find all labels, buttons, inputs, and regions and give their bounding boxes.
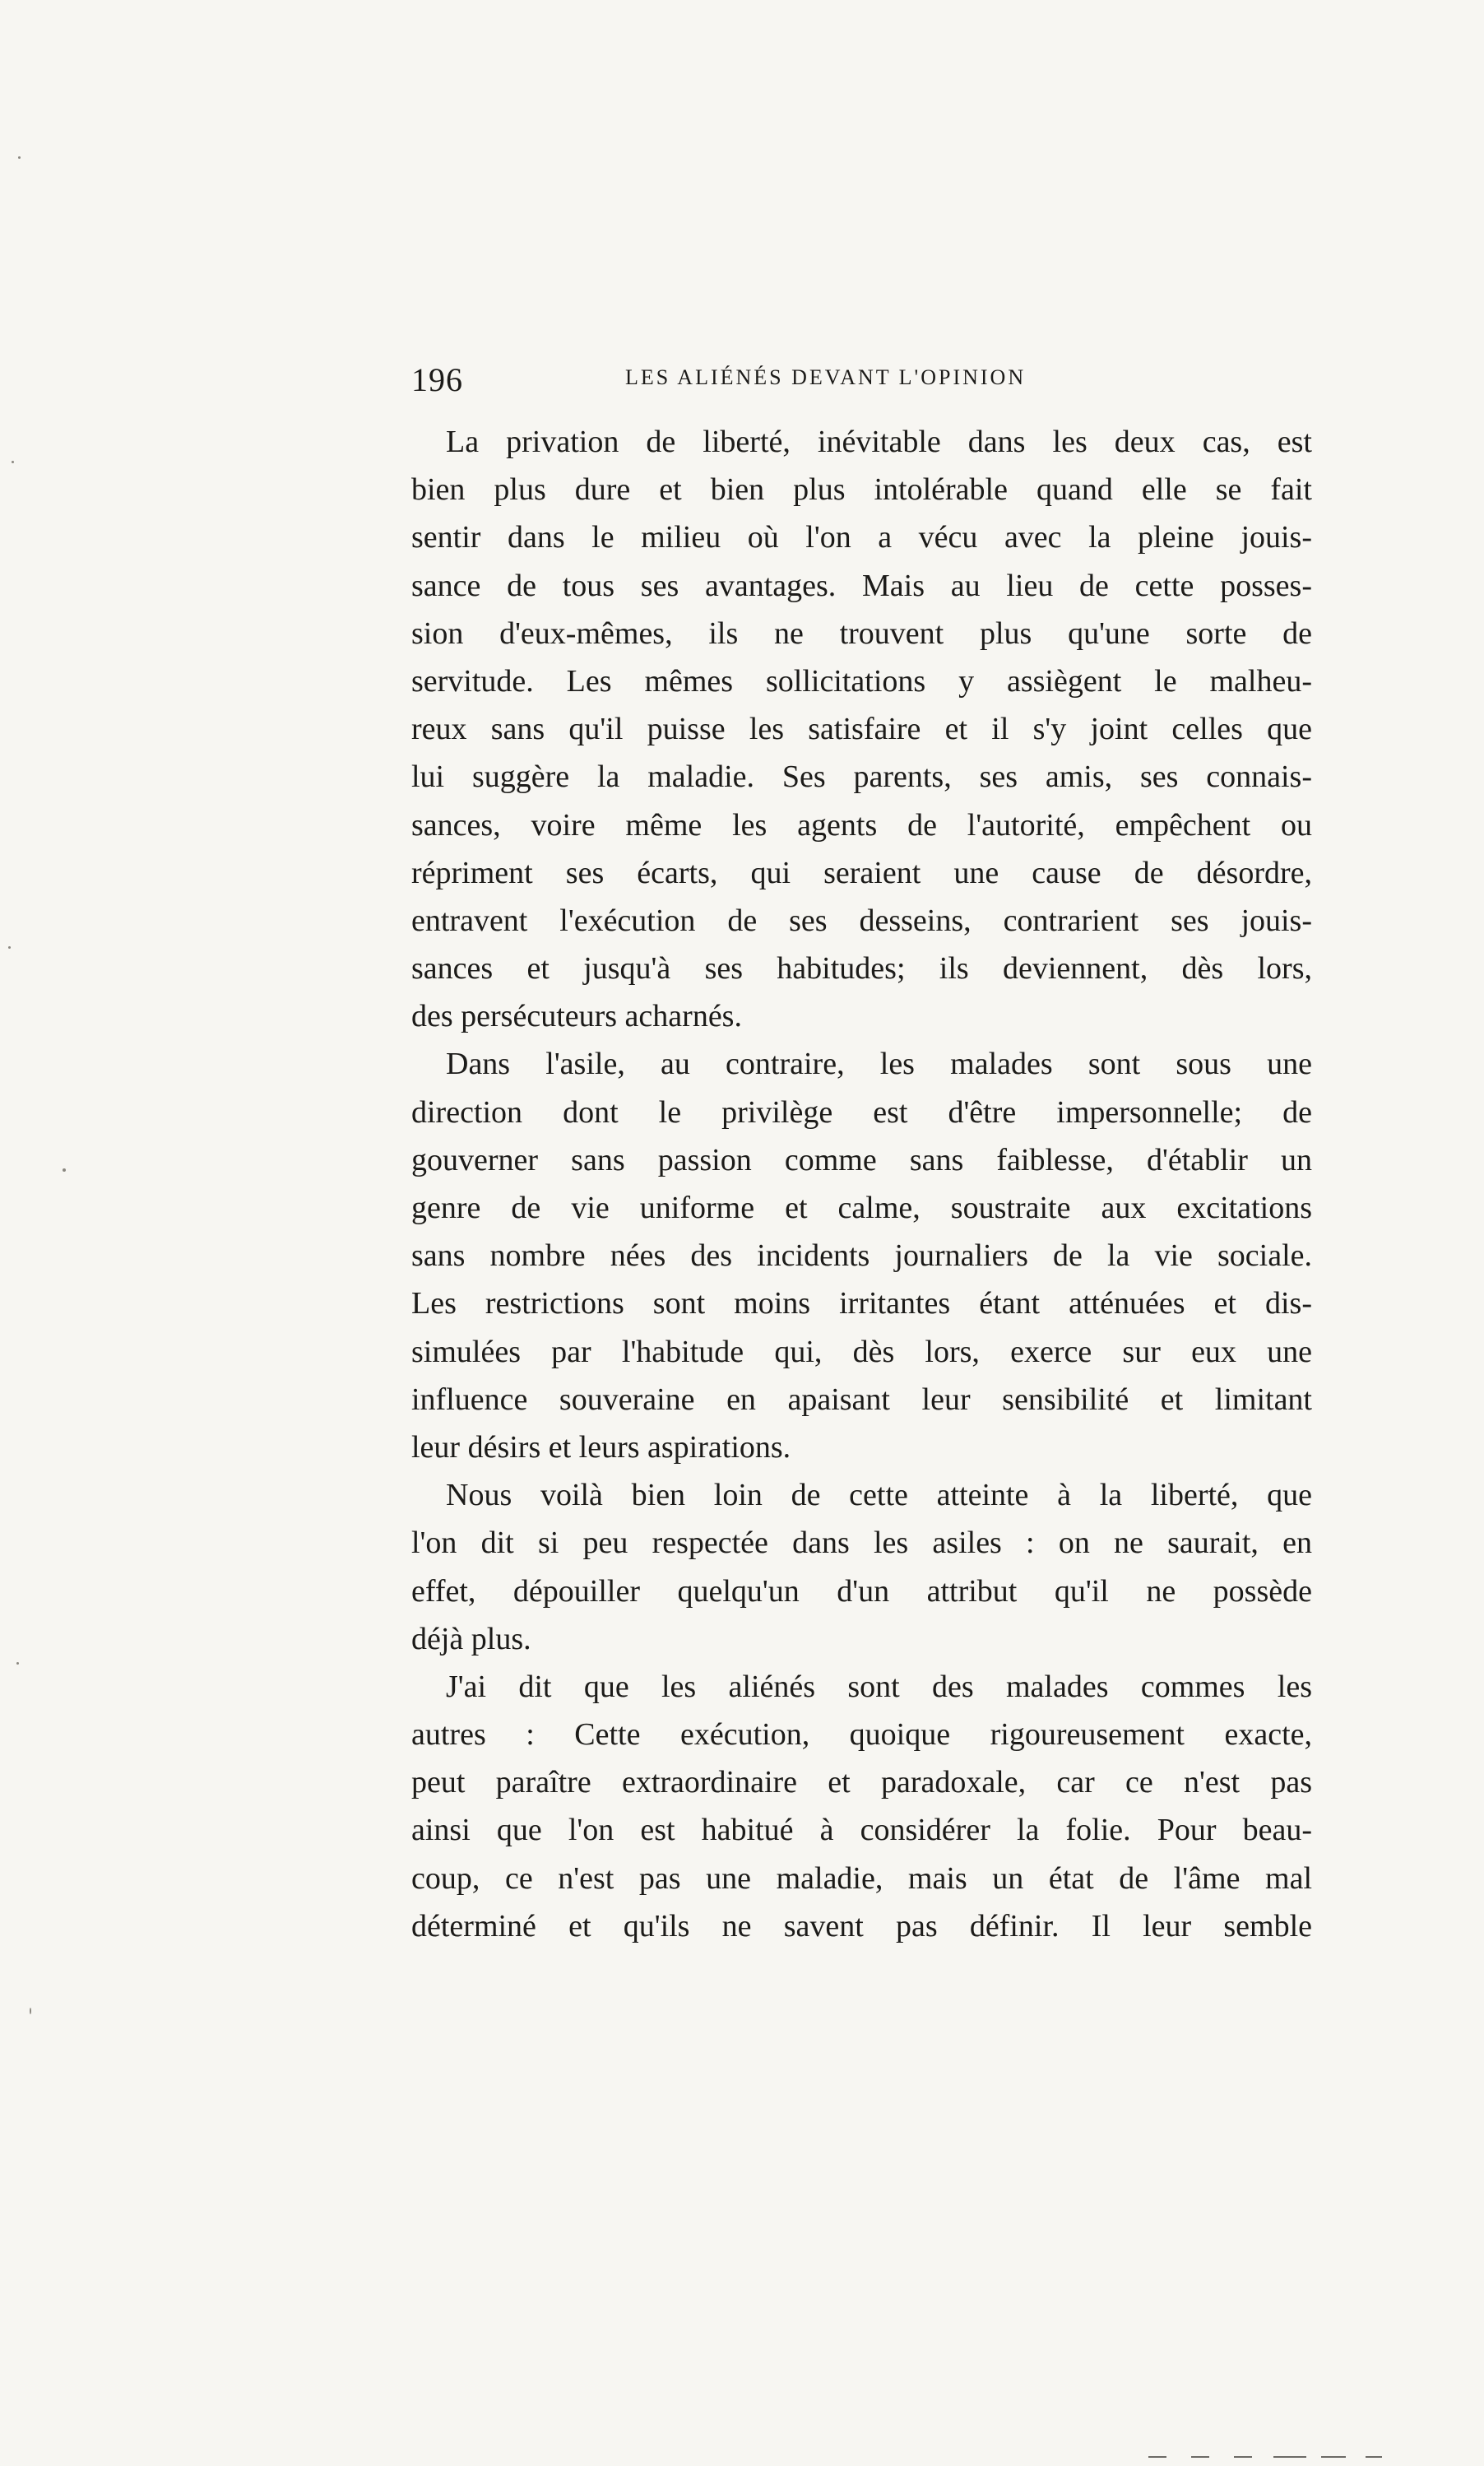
text-line: La privation de liberté, inévitable dans les deux cas, est (446, 425, 1312, 459)
scan-speck (8, 946, 11, 949)
text-line: reux sans qu'il puisse les satisfaire et il s'y joint celles que (411, 712, 1312, 747)
text-line: ainsi que l'on est habitué à considérer la folie. Pour beau- (411, 1813, 1312, 1848)
text-line: sion d'eux-mêmes, ils ne trouvent plus qu'une sorte de (411, 615, 1312, 651)
page-number: 196 (411, 361, 463, 398)
scan-edge-mark (1191, 2456, 1209, 2458)
scan-edge-mark (1273, 2456, 1306, 2458)
text-line: répriment ses écarts, qui seraient une cause de désordre, (411, 855, 1312, 890)
text-line: servitude. Les mêmes sollicitations y assiègent le malheu- (411, 663, 1312, 699)
text-line: gouverner sans passion comme sans faiblesse, d'établir un (411, 1142, 1312, 1177)
text-line: influence souveraine en apaisant leur sensibilité et limitant (411, 1382, 1312, 1417)
scan-speck (12, 461, 14, 463)
text-line: leur désirs et leurs aspirations. (411, 1429, 791, 1465)
text-line: sentir dans le milieu où l'on a vécu avec la pleine jouis- (411, 520, 1312, 555)
text-line: déterminé et qu'ils ne savent pas définir. Il leur semble (411, 1908, 1312, 1944)
text-line: sans nombre nées des incidents journaliers de la vie sociale. (411, 1238, 1312, 1274)
running-title: LES ALIÉNÉS DEVANT L'OPINION (625, 365, 1027, 389)
scan-edge-mark (1366, 2456, 1382, 2458)
text-line: Les restrictions sont moins irritantes étant atténuées et dis- (411, 1286, 1312, 1321)
text-line: sances, voire même les agents de l'autorité, empêchent ou (411, 807, 1312, 843)
scan-edge-mark (1321, 2456, 1346, 2458)
scan-speck (63, 1168, 66, 1172)
text-line: Nous voilà bien loin de cette atteinte à la liberté, que (446, 1478, 1312, 1513)
body-text (411, 418, 1312, 1950)
scan-edge-mark (1234, 2456, 1252, 2458)
text-line: direction dont le privilège est d'être impersonnelle; de (411, 1094, 1312, 1130)
text-line: déjà plus. (411, 1621, 531, 1656)
text-line: sances et jusqu'à ses habitudes; ils deviennent, dès lors, (411, 951, 1312, 987)
text-line: simulées par l'habitude qui, dès lors, exerce sur eux une (411, 1334, 1312, 1369)
scan-speck (30, 2008, 31, 2014)
text-line: des persécuteurs acharnés. (411, 999, 742, 1034)
text-line: genre de vie uniforme et calme, soustraite aux excitations (411, 1191, 1312, 1225)
text-line: Dans l'asile, au contraire, les malades sont sous une (446, 1047, 1312, 1082)
text-line: bien plus dure et bien plus intolérable quand elle se fait (411, 472, 1312, 508)
text-line: coup, ce n'est pas une maladie, mais un état de l'âme mal (411, 1860, 1312, 1896)
text-line: lui suggère la maladie. Ses parents, ses amis, ses connais- (411, 759, 1312, 795)
text-line: l'on dit si peu respectée dans les asiles : on ne saurait, en (411, 1526, 1312, 1561)
text-line: sance de tous ses avantages. Mais au lieu de cette posses- (411, 568, 1312, 603)
scan-speck (18, 156, 21, 159)
running-head (411, 360, 1127, 402)
text-line: peut paraître extraordinaire et paradoxale, car ce n'est pas (411, 1765, 1312, 1800)
text-line: autres : Cette exécution, quoique rigoureusement exacte, (411, 1717, 1312, 1753)
scan-edge-mark (1148, 2456, 1166, 2458)
text-line: effet, dépouiller quelqu'un d'un attribut qu'il ne possède (411, 1573, 1312, 1609)
scan-speck (16, 1662, 19, 1665)
text-line: J'ai dit que les aliénés sont des malades commes les (446, 1669, 1312, 1704)
text-line: entravent l'exécution de ses desseins, contrarient ses jouis- (411, 903, 1312, 938)
